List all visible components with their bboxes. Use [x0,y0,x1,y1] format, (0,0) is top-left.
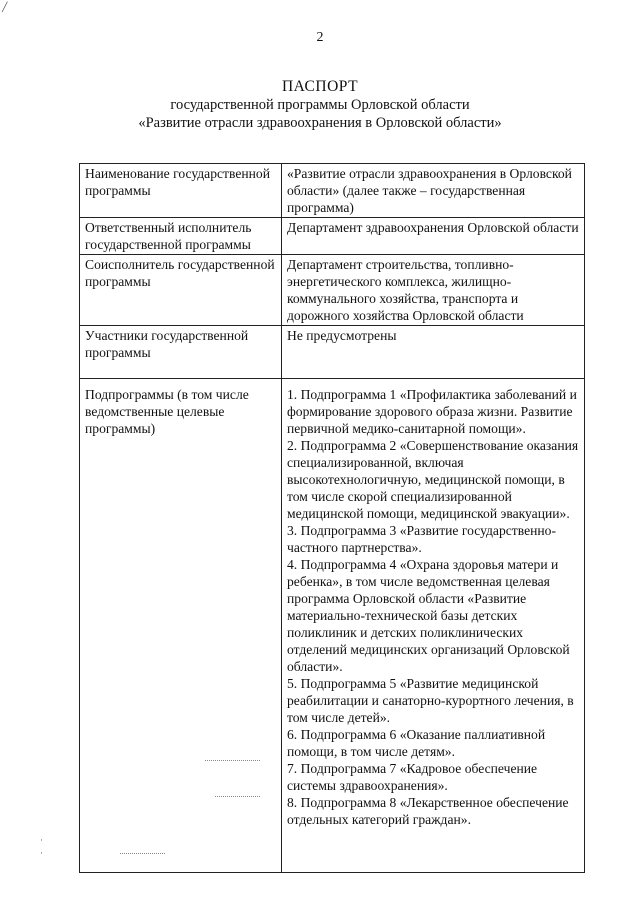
document-heading [0,78,640,132]
document-subtitle: государственной программы Орловской области [170,97,470,113]
subprogram-item: 4. Подпрограмма 4 «Охрана здоровья матери и ребенка», в том числе ведомственная целевая программа Орловской области «Развитие материально-технической базы детских поликлиник и детских поликлинических отделений медицинских организаций Орловской области». [287,557,570,674]
program-name: «Развитие отрасли здравоохранения в Орловской области» [138,115,502,131]
subprogram-list [282,379,585,873]
subprogram-item: 3. Подпрограмма 3 «Развитие государственно-частного партнерства». [287,523,556,555]
table-row [80,255,585,326]
row-label: Участники государственной программы [80,326,282,379]
page-number: 2 [316,30,324,45]
scan-artifact: · [40,848,43,858]
scan-artifact: · [40,835,43,845]
document-title: ПАСПОРТ [281,78,359,95]
row-value: Департамент строительства, топливно-энергетического комплекса, жилищно-коммунального хозяйства, транспорта и дорожного хозяйства Орловской области [282,255,585,326]
row-value: «Развитие отрасли здравоохранения в Орловской области» (далее также – государственная программа) [282,164,585,218]
table-row [80,218,585,255]
passport-table [79,163,585,873]
subprogram-item: 5. Подпрограмма 5 «Развитие медицинской реабилитации и санаторно-курортного лечения, в том числе детей». [287,676,574,725]
row-label: Подпрограммы (в том числе ведомственные целевые программы) [80,379,282,873]
subprogram-item: 2. Подпрограмма 2 «Совершенствование оказания специализированной, включая высокотехнологичную, медицинской помощи, в том числе скорой специализированной медицинской помощи, медицинской эвакуации». [287,438,579,521]
subprogram-item: 1. Подпрограмма 1 «Профилактика заболеваний и формирование здорового образа жизни. Развитие первичной медико-санитарной помощи». [287,387,577,436]
scan-artifact [205,760,260,761]
subprogram-item: 7. Подпрограмма 7 «Кадровое обеспечение системы здравоохранения». [287,761,538,793]
table-row [80,164,585,218]
scan-artifact [215,796,260,797]
row-label: Соисполнитель государственной программы [80,255,282,326]
row-value: Департамент здравоохранения Орловской области [282,218,585,255]
row-label: Наименование государственной программы [80,164,282,218]
row-value: Не предусмотрены [282,326,585,379]
scan-artifact [120,853,165,854]
table-row-subprograms [80,379,585,873]
scan-artifact: ╱ [2,2,8,12]
subprogram-item: 8. Подпрограмма 8 «Лекарственное обеспечение отдельных категорий граждан». [287,795,569,827]
table-row [80,326,585,379]
subprogram-item: 6. Подпрограмма 6 «Оказание паллиативной помощи, в том числе детям». [287,727,546,759]
row-label: Ответственный исполнитель государственной программы [80,218,282,255]
